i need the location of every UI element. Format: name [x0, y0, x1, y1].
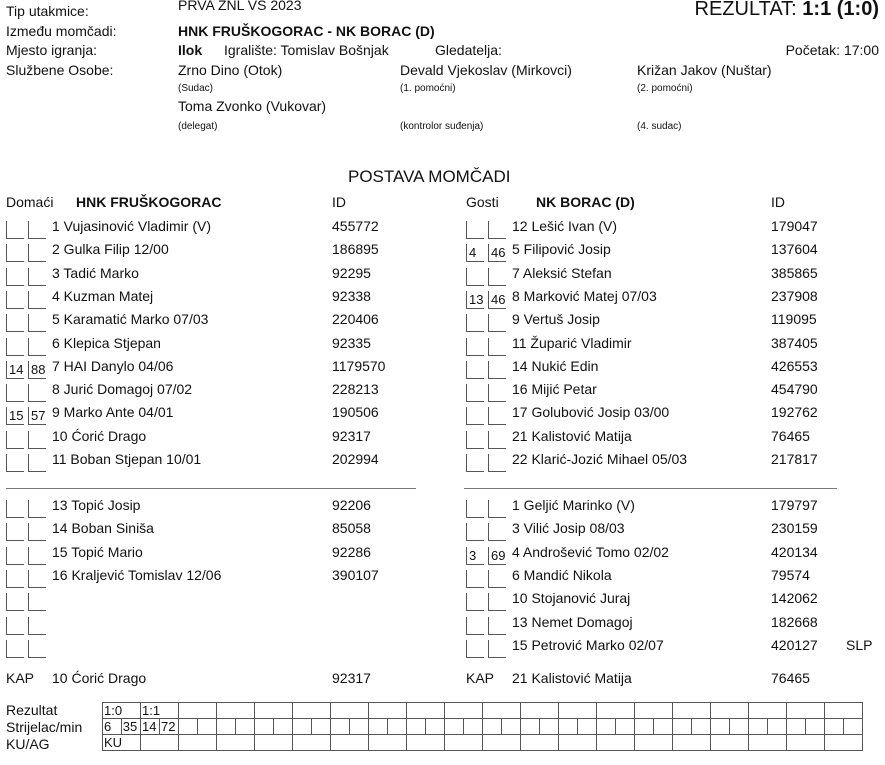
scorer-cell: [787, 719, 806, 735]
home-minute-cell: [6, 431, 24, 449]
away-minute-cell: [488, 523, 506, 541]
result-cell: [331, 703, 369, 719]
scorer-cell: [559, 719, 578, 735]
kuag-cell: [407, 735, 445, 751]
away-minute-cell: [488, 570, 506, 588]
scorer-cell: [255, 719, 274, 735]
result-cell: [445, 703, 483, 719]
home-player-name: 13 Topić Josip: [52, 497, 141, 513]
home-player-id: 390107: [332, 566, 379, 583]
place-value: Ilok: [178, 42, 203, 58]
away-minute-cell: [488, 361, 506, 379]
away-player-id: 385865: [771, 264, 818, 281]
scorer-cell: [768, 719, 787, 735]
away-player-name: 21 Kalistović Matija: [512, 427, 632, 444]
away-minute-cell: [466, 454, 484, 472]
result-cell: 1:1: [141, 703, 179, 719]
home-minute-cell: [6, 338, 24, 356]
result-row-label: Rezultat: [6, 702, 58, 718]
away-minute-cell: [466, 361, 484, 379]
away-minute-cell: [466, 523, 484, 541]
fourth-official-role: (4. sudac): [637, 121, 682, 132]
home-minute-cell: [28, 268, 46, 286]
scorer-cell: [331, 719, 350, 735]
away-player-name: 6 Mandić Nikola: [512, 566, 612, 583]
away-player-id: 454790: [771, 381, 818, 398]
home-player-name: 2 Gulka Filip 12/00: [52, 241, 169, 258]
home-minute-cell: [6, 617, 24, 635]
result-cell: [711, 703, 749, 719]
away-player-id: 426553: [771, 357, 818, 374]
start-time: Početak: 17:00: [785, 42, 879, 58]
away-player-id: 179797: [771, 497, 818, 513]
home-player-id: 220406: [332, 311, 379, 328]
away-player-name: 11 Župarić Vladimir: [512, 334, 632, 351]
assistant1-role: (1. pomoćni): [400, 83, 456, 94]
tip-value: PRVA ZNL VS 2023: [178, 0, 302, 13]
home-player-name: 5 Karamatić Marko 07/03: [52, 311, 209, 328]
referee-name: Zrno Dino (Otok): [178, 62, 283, 78]
result-cell: [673, 703, 711, 719]
away-player-id: 182668: [771, 613, 818, 630]
result-cell: [521, 703, 559, 719]
result-cell: [217, 703, 255, 719]
home-minute-cell: [28, 593, 46, 611]
home-minute-cell: [6, 454, 24, 472]
home-minute-cell: [28, 547, 46, 565]
away-minute-cell: [488, 221, 506, 239]
home-minute-cell: [6, 500, 24, 518]
away-player-id: 420134: [771, 543, 818, 560]
scorer-cell: [198, 719, 217, 735]
result-label: REZULTAT:: [694, 0, 797, 20]
home-divider: [6, 488, 416, 489]
home-player-id: 228213: [332, 381, 379, 398]
scorer-cell: [825, 719, 844, 735]
lineup-title: POSTAVA MOMČADI: [348, 167, 511, 186]
kuag-cell: [673, 735, 711, 751]
away-minute-cell: [488, 291, 506, 309]
away-minute-cell: [466, 640, 484, 658]
home-minute-cell: [6, 547, 24, 565]
scorer-cell: [312, 719, 331, 735]
away-player-name: 22 Klarić-Jozić Mihael 05/03: [512, 451, 688, 467]
home-minute-cell: [28, 500, 46, 518]
home-player-id: 92338: [332, 287, 371, 304]
away-player-id: 387405: [771, 334, 818, 351]
away-minute-cell: [466, 407, 484, 425]
scorer-cell: [521, 719, 540, 735]
result-cell: [293, 703, 331, 719]
away-minute-cell: [488, 338, 506, 356]
scorer-cell: [673, 719, 692, 735]
away-minute-cell: [466, 244, 484, 262]
home-minute-cell: [28, 407, 46, 425]
result-row: [103, 703, 863, 719]
kuag-cell: [711, 735, 749, 751]
home-player-id: 186895: [332, 241, 379, 258]
away-player-id: 137604: [771, 241, 818, 258]
result-cell: [255, 703, 293, 719]
home-minute-cell: [6, 407, 24, 425]
scorer-cell: [426, 719, 445, 735]
home-team-name: HNK FRUŠKOGORAC: [76, 194, 222, 210]
home-player-name: 14 Boban Siniša: [52, 520, 154, 537]
home-minute-cell: [6, 593, 24, 611]
away-player-name: 7 Aleksić Stefan: [512, 264, 612, 281]
home-player-name: 11 Boban Stjepan 10/01: [52, 451, 202, 467]
scorer-cell: [540, 719, 559, 735]
away-minute-cell: [466, 547, 484, 565]
away-side-label: Gosti: [466, 194, 499, 210]
home-minute-cell: [28, 570, 46, 588]
away-player-id: 237908: [771, 287, 818, 304]
scorer-cell: [350, 719, 369, 735]
assistant2-role: (2. pomoćni): [637, 83, 693, 94]
away-cell-value: 69: [491, 547, 506, 563]
result-value: 1:1 (1:0): [802, 0, 879, 20]
away-minute-cell: [466, 570, 484, 588]
kuag-cell: [825, 735, 863, 751]
home-player-name: 1 Vujasinović Vladimir (V): [52, 218, 211, 234]
controller-role: (kontrolor suđenja): [400, 121, 484, 132]
home-player-name: 9 Marko Ante 04/01: [52, 404, 174, 421]
away-minute-cell: [488, 500, 506, 518]
home-minute-cell: [6, 291, 24, 309]
home-player-name: 8 Jurić Domagoj 07/02: [52, 381, 193, 398]
spectators-label: Gledatelja:: [435, 42, 502, 58]
home-player-name: 16 Kraljević Tomislav 12/06: [52, 566, 222, 583]
home-player-id: 1179570: [332, 357, 386, 374]
away-minute-cell: [488, 431, 506, 449]
away-minute-cell: [488, 454, 506, 472]
away-player-id: 217817: [771, 451, 818, 467]
home-captain-id: 92317: [332, 670, 371, 686]
scorer-cell: [749, 719, 768, 735]
away-player-id: 119095: [771, 311, 817, 328]
home-player-name: 10 Ćorić Drago: [52, 427, 147, 444]
home-captain-label: KAP: [6, 670, 35, 686]
away-player-name: 9 Vertuš Josip: [512, 311, 600, 328]
scorer-row-label: Strijelac/min: [6, 719, 83, 735]
kuag-cell: [293, 735, 331, 751]
assistant2-name: Križan Jakov (Nuštar): [637, 62, 772, 78]
away-divider: [464, 488, 837, 489]
home-player-id: 190506: [332, 404, 379, 421]
away-minute-cell: [466, 338, 484, 356]
home-minute-cell: [28, 291, 46, 309]
home-player-id: 92335: [332, 334, 371, 351]
away-player-name: 16 Mijić Petar: [512, 381, 597, 398]
scorer-cell: [654, 719, 673, 735]
kuag-cell: [597, 735, 635, 751]
away-player-id: 420127: [771, 636, 818, 653]
home-minute-cell: [28, 314, 46, 332]
kuag-cell: [749, 735, 787, 751]
officials-label: Službene Osobe:: [6, 62, 114, 78]
home-cell-value: 88: [31, 361, 46, 377]
kuag-cell: KU: [103, 735, 141, 751]
away-minute-cell: [488, 547, 506, 565]
away-minute-cell: [488, 384, 506, 402]
away-minute-cell: [488, 244, 506, 262]
home-player-name: 3 Tadić Marko: [52, 264, 139, 281]
away-minute-cell: [488, 640, 506, 658]
home-minute-cell: [6, 221, 24, 239]
away-captain-id: 76465: [771, 670, 810, 686]
away-player-name: 4 Androšević Tomo 02/02: [512, 543, 669, 560]
home-minute-cell: [28, 640, 46, 658]
away-cell-value: 46: [491, 245, 506, 261]
result-cell: [369, 703, 407, 719]
home-minute-cell: [6, 570, 24, 588]
away-minute-cell: [488, 407, 506, 425]
scorer-cell: [844, 719, 863, 735]
kuag-cell: [331, 735, 369, 751]
home-minute-cell: [6, 268, 24, 286]
result-cell: [559, 703, 597, 719]
away-player-id: 192762: [771, 404, 818, 421]
tip-label: Tip utakmice:: [6, 3, 89, 19]
home-player-name: 4 Kuzman Matej: [52, 287, 154, 304]
away-player-id: 76465: [771, 427, 810, 444]
away-captain: 21 Kalistović Matija: [512, 670, 632, 686]
scorer-cell: [217, 719, 236, 735]
home-minute-cell: [6, 244, 24, 262]
scorer-cell: [711, 719, 730, 735]
home-player-name: 7 HAI Danylo 04/06: [52, 357, 174, 374]
home-minute-cell: [28, 384, 46, 402]
home-player-id: 92206: [332, 497, 371, 513]
away-minute-cell: [488, 268, 506, 286]
assistant1-name: Devald Vjekoslav (Mirkovci): [400, 62, 572, 78]
home-minute-cell: [28, 244, 46, 262]
scorer-cell: [464, 719, 483, 735]
result-cell: 1:0: [103, 703, 141, 719]
scorer-cell: [502, 719, 521, 735]
scorer-cell: [692, 719, 711, 735]
home-side-label: Domaći: [6, 194, 54, 210]
away-player-id: 79574: [771, 566, 810, 583]
away-player-name: 12 Lešić Ivan (V): [512, 218, 618, 234]
away-minute-cell: [466, 268, 484, 286]
away-player-name: 1 Geljić Marinko (V): [512, 497, 635, 513]
referee-role: (Sudac): [178, 83, 214, 94]
scorer-cell: [483, 719, 502, 735]
scorer-cell: [578, 719, 597, 735]
home-player-id: 92286: [332, 543, 371, 560]
scorer-cell: [236, 719, 255, 735]
away-player-name: 8 Marković Matej 07/03: [512, 287, 657, 304]
home-minute-cell: [28, 221, 46, 239]
kuag-cell: [521, 735, 559, 751]
away-minute-cell: [466, 314, 484, 332]
result-cell: [787, 703, 825, 719]
away-player-name: 14 Nukić Edin: [512, 357, 599, 374]
between-value: HNK FRUŠKOGORAC - NK BORAC (D): [178, 23, 435, 39]
kuag-row-label: KU/AG: [6, 736, 50, 752]
home-captain: 10 Ćorić Drago: [52, 670, 147, 686]
result-cell: [597, 703, 635, 719]
home-minute-cell: [6, 384, 24, 402]
result-cell: [483, 703, 521, 719]
away-player-name: 17 Golubović Josip 03/00: [512, 404, 670, 421]
home-player-id: 455772: [332, 218, 379, 234]
scorer-cell: [274, 719, 293, 735]
scorer-cell: [806, 719, 825, 735]
home-minute-cell: [28, 338, 46, 356]
away-captain-label: KAP: [466, 670, 495, 686]
scorer-row: [103, 719, 863, 735]
delegate-role: (delegat): [178, 121, 218, 132]
between-label: Između momčadi:: [6, 23, 117, 39]
away-minute-cell: [488, 593, 506, 611]
away-player-id: 142062: [771, 590, 818, 607]
scorer-cell: [388, 719, 407, 735]
scorer-cell: 72: [160, 719, 179, 735]
away-minute-cell: [466, 431, 484, 449]
scorer-cell: [407, 719, 426, 735]
kuag-cell: [217, 735, 255, 751]
scorer-cell: [445, 719, 464, 735]
home-id-header: ID: [332, 194, 346, 210]
home-minute-cell: [6, 523, 24, 541]
score-grid: [102, 702, 863, 751]
delegate-name: Toma Zvonko (Vukovar): [178, 98, 327, 114]
away-minute-cell: [466, 593, 484, 611]
away-player-id: 179047: [771, 218, 818, 234]
away-player-id: 230159: [771, 520, 818, 537]
away-cell-value: 46: [491, 291, 506, 307]
away-player-name: 3 Vilić Josip 08/03: [512, 520, 625, 537]
result-heading: [695, 0, 880, 20]
away-player-name: 5 Filipović Josip: [512, 241, 611, 258]
away-player-name: 15 Petrović Marko 02/07: [512, 636, 664, 653]
home-minute-cell: [28, 523, 46, 541]
home-minute-cell: [6, 314, 24, 332]
away-minute-cell: [488, 314, 506, 332]
home-minute-cell: [28, 617, 46, 635]
home-cell-value: 14: [9, 361, 24, 377]
kuag-cell: [483, 735, 521, 751]
home-player-id: 85058: [332, 520, 371, 537]
scorer-cell: [179, 719, 198, 735]
kuag-row: [103, 735, 863, 751]
kuag-cell: [179, 735, 217, 751]
scorer-cell: [597, 719, 616, 735]
away-player-name: 10 Stojanović Juraj: [512, 590, 631, 607]
away-id-header: ID: [771, 194, 785, 210]
away-minute-cell: [466, 500, 484, 518]
scorer-cell: [616, 719, 635, 735]
kuag-cell: [255, 735, 293, 751]
away-minute-cell: [466, 617, 484, 635]
home-player-id: 92317: [332, 427, 371, 444]
scorer-cell: 35: [121, 719, 140, 735]
scorer-cell: [635, 719, 654, 735]
away-cell-value: 3: [469, 547, 477, 563]
home-minute-cell: [6, 361, 24, 379]
home-minute-cell: [6, 640, 24, 658]
away-minute-cell: [488, 617, 506, 635]
result-cell: [635, 703, 673, 719]
result-cell: [825, 703, 863, 719]
away-minute-cell: [466, 384, 484, 402]
scorer-cell: [369, 719, 388, 735]
away-cell-value: 13: [469, 291, 484, 307]
scorer-cell: 14: [141, 719, 160, 735]
kuag-cell: [445, 735, 483, 751]
home-minute-cell: [28, 431, 46, 449]
home-player-id: 92295: [332, 264, 371, 281]
result-cell: [749, 703, 787, 719]
away-cell-value: 4: [469, 245, 477, 261]
home-player-name: 6 Klepica Stjepan: [52, 334, 161, 351]
home-player-name: 15 Topić Mario: [52, 543, 143, 560]
scorer-cell: [730, 719, 749, 735]
result-cell: [407, 703, 445, 719]
home-minute-cell: [28, 361, 46, 379]
away-minute-cell: [466, 291, 484, 309]
away-team-name: NK BORAC (D): [536, 194, 635, 210]
result-cell: [179, 703, 217, 719]
home-cell-value: 57: [31, 408, 46, 424]
away-minute-cell: [466, 221, 484, 239]
scorer-cell: [293, 719, 312, 735]
kuag-cell: [369, 735, 407, 751]
away-player-name: 13 Nemet Domagoj: [512, 613, 633, 630]
scorer-cell: 6: [103, 719, 122, 735]
home-player-id: 202994: [332, 451, 379, 467]
home-cell-value: 15: [9, 408, 24, 424]
kuag-cell: [635, 735, 673, 751]
home-minute-cell: [28, 454, 46, 472]
pitch-name: Igralište: Tomislav Bošnjak: [224, 42, 389, 58]
away-player-note: SLP: [846, 636, 873, 653]
place-label: Mjesto igranja:: [6, 42, 98, 58]
kuag-cell: [141, 735, 179, 751]
kuag-cell: [787, 735, 825, 751]
kuag-cell: [559, 735, 597, 751]
